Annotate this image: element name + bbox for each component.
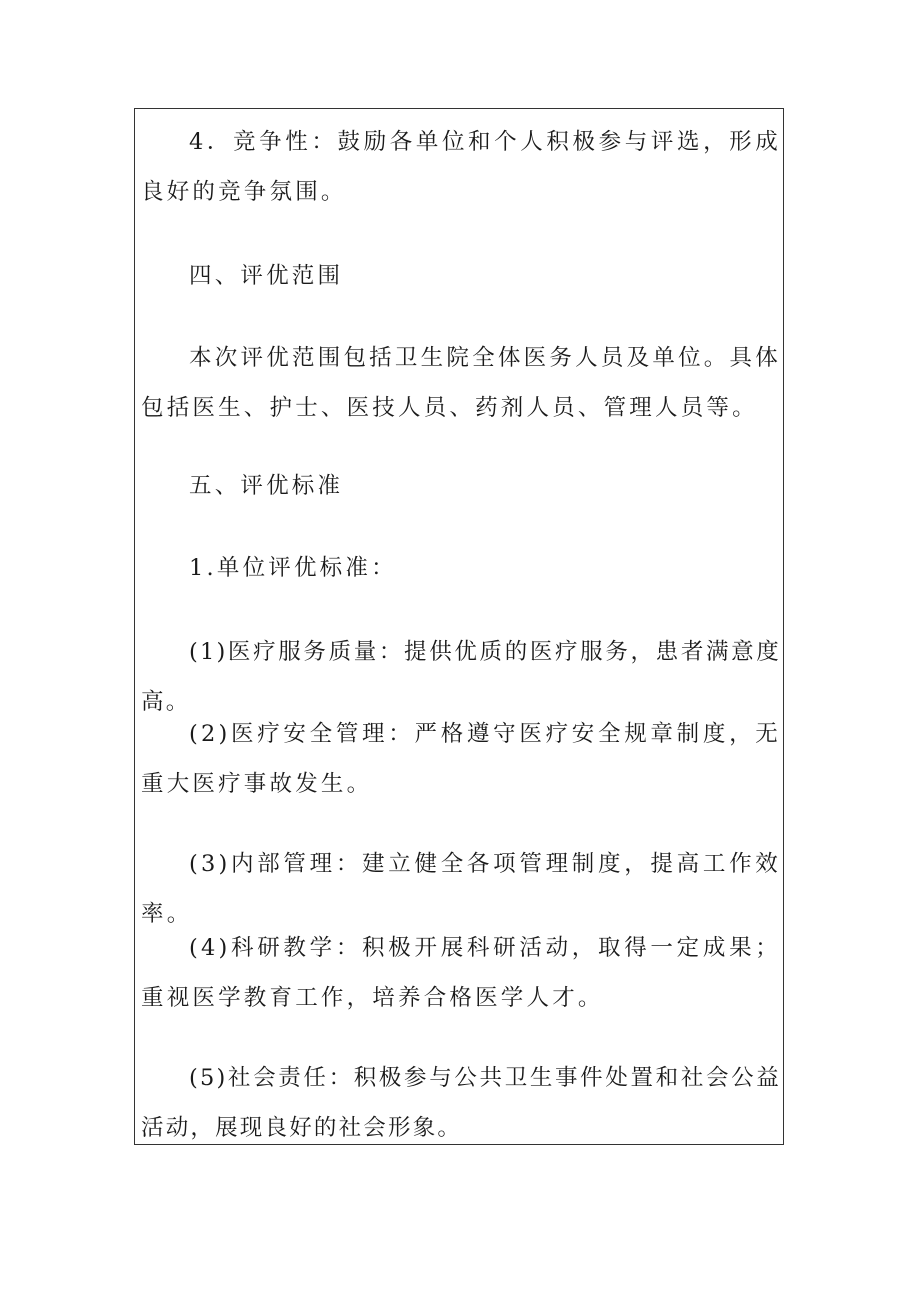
paragraph-scope: 本次评优范围包括卫生院全体医务人员及单位。具体包括医生、护士、医技人员、药剂人员、管理人员等。 <box>141 345 781 421</box>
subheading-unit-criteria: 1.单位评优标准： <box>189 555 397 581</box>
section-heading-scope: 四、评优范围 <box>189 263 344 289</box>
criterion-social-responsibility: (5)社会责任：积极参与公共卫生事件处置和社会公益活动，展现良好的社会形象。 <box>141 1065 781 1141</box>
document-frame <box>134 108 784 1145</box>
criterion-research-teaching: (4)科研教学：积极开展科研活动，取得一定成果；重视医学教育工作，培养合格医学人才。 <box>141 935 781 1011</box>
section-heading-criteria: 五、评优标准 <box>189 473 344 499</box>
criterion-medical-service-quality: (1)医疗服务质量：提供优质的医疗服务，患者满意度高。 <box>141 639 781 715</box>
criterion-medical-safety: (2)医疗安全管理：严格遵守医疗安全规章制度，无重大医疗事故发生。 <box>141 721 781 797</box>
criterion-internal-management: (3)内部管理：建立健全各项管理制度，提高工作效率。 <box>141 851 781 927</box>
paragraph-competitiveness: 4．竞争性：鼓励各单位和个人积极参与评选，形成良好的竞争氛围。 <box>141 129 781 205</box>
